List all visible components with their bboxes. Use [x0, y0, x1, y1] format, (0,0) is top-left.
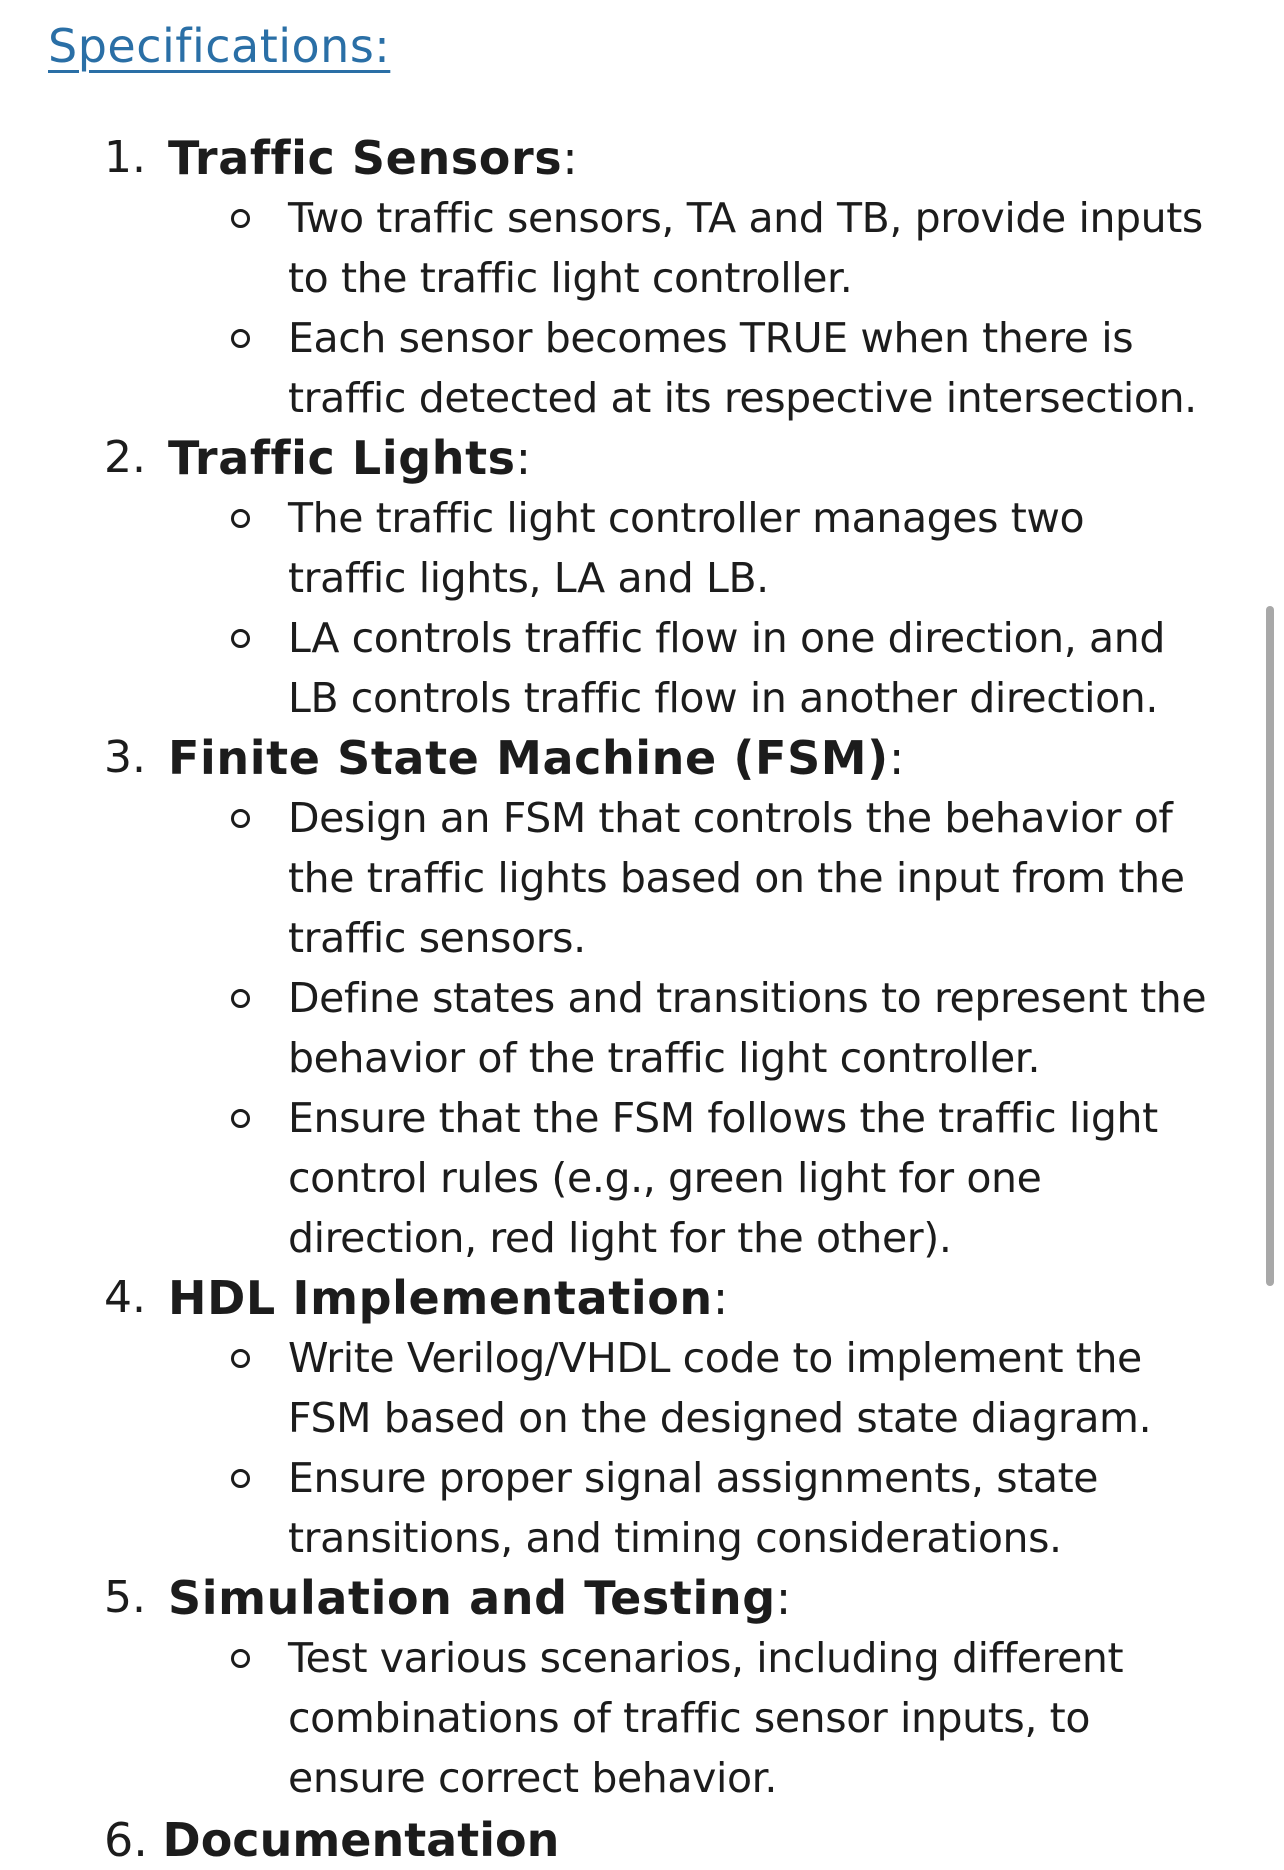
bullet-point [0, 188, 1250, 308]
spec-item-title: HDL Implementation [168, 1271, 713, 1325]
spec-item-title: Simulation and Testing [168, 1571, 776, 1625]
hollow-circle-bullet-icon [231, 989, 250, 1008]
bullet-list [0, 1328, 1250, 1568]
hollow-circle-bullet-icon [231, 809, 250, 828]
spec-item-title-line [0, 728, 1250, 788]
spec-item-title: Traffic Sensors [168, 131, 563, 185]
bullet-text-line: Each sensor becomes TRUE when there is [288, 314, 1134, 362]
spec-item-title-line [0, 1568, 1250, 1628]
bullet-text-line: Define states and transitions to represent the [288, 974, 1207, 1022]
bullet-text-line: direction, red light for the other). [288, 1214, 952, 1262]
bullet-list [0, 188, 1250, 428]
bullet-text-line: ensure correct behavior. [288, 1754, 777, 1802]
bullet-point [0, 488, 1250, 608]
bullet-point [0, 608, 1250, 728]
bullet-text-line: Write Verilog/VHDL code to implement the [288, 1334, 1142, 1382]
bullet-text-line: Test various scenarios, including different [288, 1634, 1124, 1682]
hollow-circle-bullet-icon [231, 1649, 250, 1668]
bullet-text-line: Ensure that the FSM follows the traffic light [288, 1094, 1158, 1142]
spec-item-2 [0, 428, 1250, 728]
spec-item-4 [0, 1268, 1250, 1568]
spec-item-number: 3. [104, 732, 146, 783]
specifications-list [0, 128, 1250, 1808]
bullet-point [0, 1328, 1250, 1448]
bullet-text-line: Design an FSM that controls the behavior of [288, 794, 1173, 842]
bullet-point [0, 308, 1250, 428]
bullet-list [0, 788, 1250, 1268]
hollow-circle-bullet-icon [231, 629, 250, 648]
spec-item-5 [0, 1568, 1250, 1808]
bullet-text-line: behavior of the traffic light controller. [288, 1034, 1041, 1082]
bullet-text-line: the traffic lights based on the input from the [288, 854, 1185, 902]
spec-item-6-partial [104, 1810, 559, 1870]
spec-item-1 [0, 128, 1250, 428]
bullet-text-line: Two traffic sensors, TA and TB, provide inputs [288, 194, 1203, 242]
bullet-point [0, 1448, 1250, 1568]
spec-item-3 [0, 728, 1250, 1268]
bullet-point [0, 1628, 1250, 1808]
spec-item-title-line [0, 1268, 1250, 1328]
vertical-scrollbar[interactable] [1266, 606, 1274, 1286]
bullet-text-line: The traffic light controller manages two [288, 494, 1085, 542]
hollow-circle-bullet-icon [231, 1349, 250, 1368]
spec-item-title-line [0, 128, 1250, 188]
hollow-circle-bullet-icon [231, 209, 250, 228]
spec-item-number: 1. [104, 132, 146, 183]
bullet-text-line: to the traffic light controller. [288, 254, 853, 302]
bullet-text-line: control rules (e.g., green light for one [288, 1154, 1042, 1202]
title-colon: : [562, 131, 578, 185]
specifications-heading[interactable]: Specifications: [48, 19, 391, 73]
spec-item-number: 4. [104, 1272, 146, 1323]
bullet-text-line: LB controls traffic flow in another direction. [288, 674, 1158, 722]
hollow-circle-bullet-icon [231, 1469, 250, 1488]
title-colon: : [888, 731, 905, 785]
bullet-text-line: traffic sensors. [288, 914, 586, 962]
bullet-text-line: Ensure proper signal assignments, state [288, 1454, 1099, 1502]
spec-item-number: 5. [104, 1572, 146, 1623]
hollow-circle-bullet-icon [231, 329, 250, 348]
hollow-circle-bullet-icon [231, 1109, 250, 1128]
hollow-circle-bullet-icon [231, 509, 250, 528]
title-colon: : [712, 1271, 729, 1325]
bullet-text-line: traffic detected at its respective intersection. [288, 374, 1197, 422]
spec-item-title: Finite State Machine (FSM) [168, 731, 889, 785]
bullet-point [0, 1088, 1250, 1268]
title-colon: : [515, 431, 532, 485]
spec-item-title-line [0, 428, 1250, 488]
spec-item-number: 6. [104, 1813, 148, 1867]
spec-item-title: Documentation [162, 1813, 560, 1867]
bullet-text-line: FSM based on the designed state diagram. [288, 1394, 1152, 1442]
bullet-list [0, 1628, 1250, 1808]
bullet-point [0, 968, 1250, 1088]
spec-item-number: 2. [104, 432, 146, 483]
bullet-list [0, 488, 1250, 728]
title-colon: : [775, 1571, 792, 1625]
bullet-point [0, 788, 1250, 968]
bullet-text-line: transitions, and timing considerations. [288, 1514, 1062, 1562]
bullet-text-line: LA controls traffic flow in one direction, and [288, 614, 1165, 662]
bullet-text-line: combinations of traffic sensor inputs, to [288, 1694, 1091, 1742]
spec-item-title: Traffic Lights [168, 431, 516, 485]
bullet-text-line: traffic lights, LA and LB. [288, 554, 769, 602]
